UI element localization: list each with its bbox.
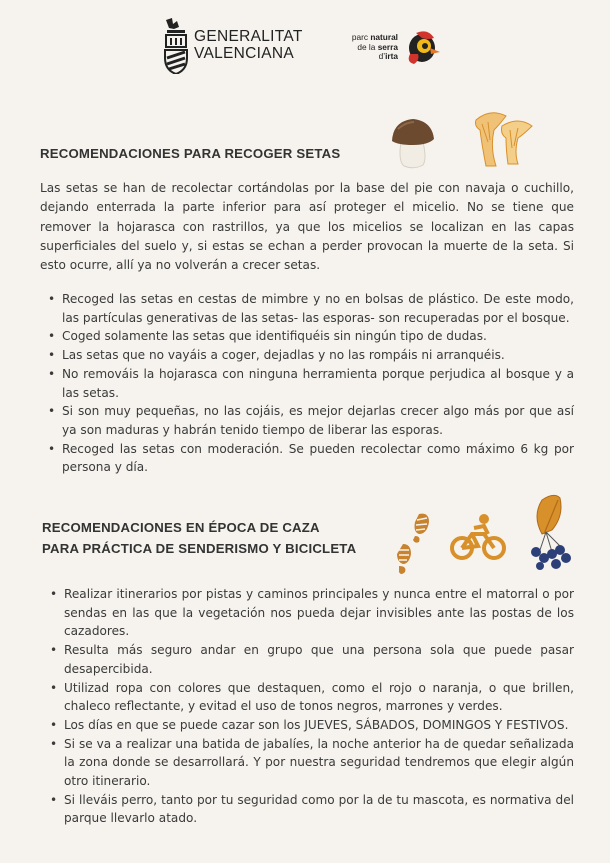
generalitat-valenciana-logo: [163, 18, 323, 76]
list-item: • Recoged las setas en cestas de mimbre y no en bolsas de plástico. De este modo, las partículas generativas de las setas- las esporas- son recuperadas por el bosque.: [48, 290, 574, 327]
footprints-icon: [395, 508, 435, 578]
list-item: • Si son muy pequeñas, no las cojáis, es mejor dejarlas crecer algo más por que así ya son maduras y habrán tenido tiempo de liberar las esporas.: [48, 402, 574, 439]
parc-text: parc: [351, 32, 371, 42]
berries-icon: [524, 494, 576, 572]
section2-title-line2: PARA PRÁCTICA DE SENDERISMO Y BICICLETA: [42, 541, 357, 556]
mushroom-chanterelle-icon: [468, 108, 536, 170]
gv-line2: VALENCIANA: [194, 45, 295, 62]
list-item: • Resulta más seguro andar en grupo que una persona sola que puede pasar desapercibida.: [50, 641, 574, 678]
generalitat-emblem-icon: [163, 18, 189, 74]
parc-text-bold: irta: [385, 51, 398, 62]
parc-text-bold: serra: [377, 41, 398, 52]
list-item: • Si se va a realizar una batida de jabalíes, la noche anterior ha de quedar señalizada la zona donde se desarrollará. Y por nuestra seguridad tendremos que elegir algún otro itinerario.: [50, 735, 574, 791]
list-item: • No remováis la hojarasca con ninguna herramienta porque perjudica al bosque y a las setas.: [48, 365, 574, 402]
gv-line1: GENERALITAT: [194, 28, 303, 45]
parc-natural-logo: [344, 28, 444, 68]
section1-title: RECOMENDACIONES PARA RECOGER SETAS: [40, 146, 341, 161]
list-item: • Si lleváis perro, tanto por tu seguridad como por la de tu mascota, es normativa del parque llevarlo atado.: [50, 791, 574, 828]
mushroom-porcini-icon: [390, 115, 436, 170]
list-item: • Recoged las setas con moderación. Se pueden recolectar como máximo 6 kg por persona y día.: [48, 440, 574, 477]
parc-text-bold: natural: [370, 32, 398, 42]
list-item: • Coged solamente las setas que identifiquéis sin ningún tipo de dudas.: [48, 327, 574, 346]
section2-title: [42, 517, 356, 559]
list-item: • Realizar itinerarios por pistas y caminos principales y nunca entre el matorral o por sendas en las que la vegetación nos pueda dejar invisibles ante las postas de los cazadores.: [50, 585, 574, 641]
section1-bullet-list: [48, 290, 574, 477]
section1-paragraph: Las setas se han de recolectar cortándolas por la base del pie con navaja o cuchillo, dejando enterrada la parte inferior para así proteger el micelio. No se tiene que remover la hojarasca con rastrillos, ya que los micelios se localizan en las capas superficiales del suelo y, si estas se echan a perder provocan la muerte de la seta. Si esto ocurre, allí ya no volverán a crecer setas.: [40, 181, 574, 273]
parc-text: d’: [378, 51, 386, 62]
parc-text: de la: [357, 41, 378, 52]
section2-title-line1: RECOMENDACIONES EN ÉPOCA DE CAZA: [42, 520, 320, 535]
bicycle-icon: [450, 512, 506, 562]
list-item: • Utilizad ropa con colores que destaquen, como el rojo o naranja, o que brillen, chaleco reflectante, y evitad el uso de tonos negros, marrones y verdes.: [50, 679, 574, 716]
section2-bullet-list: [50, 585, 574, 828]
bird-icon: [402, 28, 440, 66]
list-item: • Los días en que se puede cazar son los JUEVES, SÁBADOS, DOMINGOS Y FESTIVOS.: [50, 716, 574, 735]
list-item: • Las setas que no vayáis a coger, dejadlas y no las rompáis ni arranquéis.: [48, 346, 574, 365]
